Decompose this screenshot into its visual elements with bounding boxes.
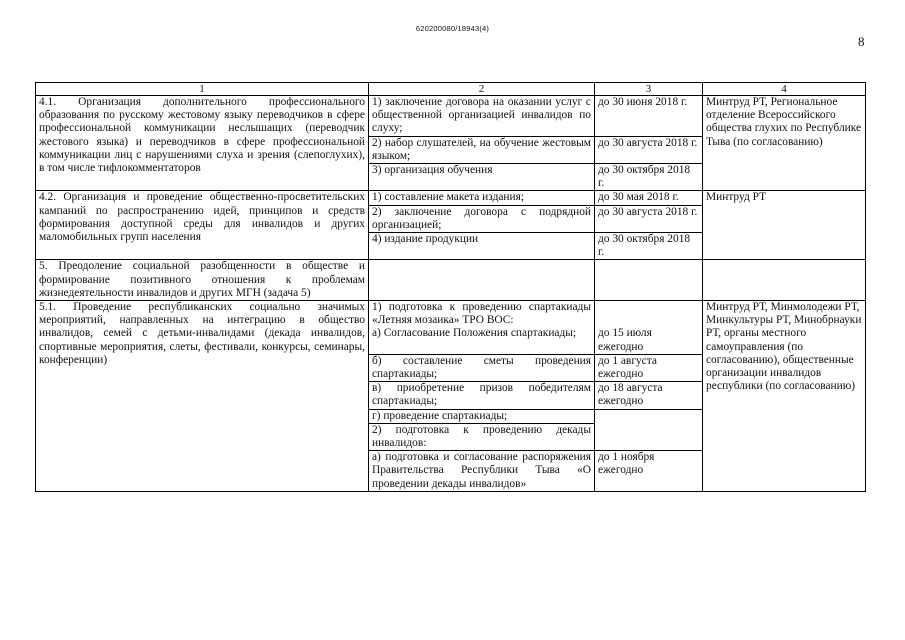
responsible-cell: Минтруд РТ, Минмолодежи РТ, Минкультуры РТ, Минобрнауки РТ, органы местного самоуправления (по согласованию), общественные организации инвалидов республики (по согласованию) bbox=[703, 301, 866, 492]
table-row bbox=[36, 191, 866, 205]
action-cell: 3) организация обучения bbox=[369, 164, 595, 191]
deadline-cell: до 30 июня 2018 г. bbox=[595, 96, 703, 137]
action-cell: 2) подготовка к проведению декады инвалидов: bbox=[369, 423, 595, 450]
empty-cell bbox=[595, 409, 703, 451]
header-row bbox=[36, 83, 866, 96]
deadline-cell: до 30 августа 2018 г. bbox=[595, 136, 703, 163]
action-cell: а) подготовка и согласование распоряжения Правительства Республики Тыва «О проведении декады инвалидов» bbox=[369, 451, 595, 492]
responsible-cell: Минтруд РТ, Региональное отделение Всероссийского общества глухих по Республике Тыва (по согласованию) bbox=[703, 96, 866, 191]
page-number: 8 bbox=[858, 34, 865, 49]
section-heading: 5. Преодоление социальной разобщенности в обществе и формирование позитивного отношения к проблемам жизнедеятельности инвалидов и других МГН (задача 5) bbox=[36, 260, 369, 301]
deadline-cell: до 1 августа ежегодно bbox=[595, 354, 703, 381]
document-id: 620200080/18943(4) bbox=[415, 24, 490, 33]
action-subitem: а) Согласование Положения спартакиады; bbox=[372, 327, 577, 340]
action-cell: в) приобретение призов победителям спартакиады; bbox=[369, 382, 595, 409]
deadline-cell: до 30 октября 2018 г. bbox=[595, 164, 703, 191]
action-cell: 1) составление макета издания; bbox=[369, 191, 595, 205]
empty-cell bbox=[595, 260, 703, 301]
action-cell: 1) заключение договора на оказании услуг с общественной организацией инвалидов по слуху; bbox=[369, 96, 595, 137]
deadline-cell: до 30 мая 2018 г. bbox=[595, 191, 703, 205]
action-cell: 2) набор слушателей, на обучение жестовым языком; bbox=[369, 136, 595, 163]
action-cell bbox=[369, 301, 595, 355]
deadline-cell: до 30 августа 2018 г. bbox=[595, 205, 703, 232]
deadline-text: до 15 июля ежегодно bbox=[598, 327, 652, 353]
table-row bbox=[36, 301, 866, 355]
action-cell: 2) заключение договора с подрядной организацией; bbox=[369, 205, 595, 232]
deadline-cell: до 18 августа ежегодно bbox=[595, 382, 703, 409]
task-cell: 4.2. Организация и проведение общественно-просветительских кампаний по распространению идей, принципов и средств формирования доступной среды для инвалидов и других маломобильных групп населения bbox=[36, 191, 369, 260]
task-cell: 5.1. Проведение республиканских социально значимых мероприятий, направленных на интеграцию в общество инвалидов, семей с детьми-инвалидами (декада инвалидов, спортивные мероприятия, слеты, фестивали, конкурсы, семинары, конференции) bbox=[36, 301, 369, 492]
action-cell: б) составление сметы проведения спартакиады; bbox=[369, 354, 595, 381]
section-row bbox=[36, 260, 866, 301]
spacer bbox=[598, 301, 699, 327]
action-item: 1) подготовка к проведению спартакиады «Летняя мозаика» ТРО ВОС: bbox=[372, 301, 591, 327]
header-cell: 4 bbox=[703, 83, 866, 96]
responsible-cell: Минтруд РТ bbox=[703, 191, 866, 260]
action-cell: 4) издание продукции bbox=[369, 233, 595, 260]
deadline-cell: до 30 октября 2018 г. bbox=[595, 233, 703, 260]
header-cell: 1 bbox=[36, 83, 369, 96]
header-cell: 2 bbox=[369, 83, 595, 96]
empty-cell bbox=[703, 260, 866, 301]
header-cell: 3 bbox=[595, 83, 703, 96]
action-cell: г) проведение спартакиады; bbox=[369, 409, 595, 423]
task-cell: 4.1. Организация дополнительного профессионального образования по русскому жестовому языку переводчиков в сфере профессиональной коммуникации неслышащих (переводчик жестового языка) и переводчиков в сфере профессиональной коммуникации лиц с нарушениями слуха и зрения (слепоглухих), в том числе тифлокомментаторов bbox=[36, 96, 369, 191]
plan-table bbox=[35, 82, 866, 492]
deadline-cell bbox=[595, 301, 703, 355]
table-row bbox=[36, 96, 866, 137]
deadline-cell: до 1 ноября ежегодно bbox=[595, 451, 703, 492]
empty-cell bbox=[369, 260, 595, 301]
